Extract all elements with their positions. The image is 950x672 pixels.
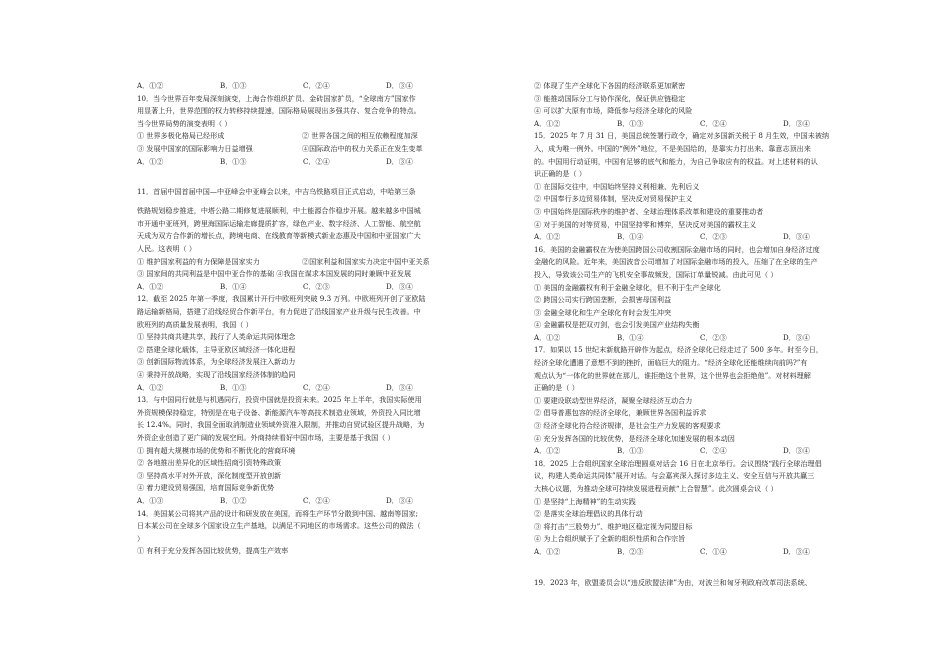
text-line: 10．当今世界百年变局深刻演变，上海合作组织扩员、金砖国家扩员，“全球南方”国家作 [137,93,416,103]
text-line: ④ 秉持开放战略，实现了沿线国家经济体制的趋同 [137,369,296,379]
answer-choice: C．②④ [303,382,330,392]
text-line: ③ 国家间的共同利益是中国中亚合作的基础 ④我国在谋求本国发展的同时兼顾中亚发展 [137,269,412,279]
answer-choices [534,231,864,244]
text-line: 投入，导致该公司生产的飞机安全事故频发，国际订单量锐减。由此可见（ ） [534,269,778,279]
text-line: 16．美国的金融霸权在为使美国跨国公司收割国际金融市场的同时，也会增加自身经济过度 [534,244,820,254]
text-line: 经济全球化遭遇了意想不到的挫折，面临巨大的阻力。“经济全球化还能维续向前吗?”有 [534,358,808,368]
text-line: 当今世界局势的演变表明（ ） [137,118,232,128]
text-line: 人民。这表明（ ） [137,244,197,254]
answer-choice: B．①③ [220,81,247,90]
text-line: ③ 金融全球化和生产全球化有时会发生冲突 [534,307,672,317]
text-line: 日本某公司在全球多个国家设立生产基地，以满足不同地区的市场需求。这些公司的做法（ [137,521,421,531]
text-line: ④ 充分发挥各国的比较优势，是经济全球化加速发展的根本动因 [534,433,735,443]
answer-choice: D．③④ [783,232,810,242]
answer-choices [137,80,467,93]
text-line: 天成为双方合作新的增长点，跨境电商、在线教育等新模式新业态惠及中国和中亚国家广大 [137,231,421,241]
answer-choices [137,281,467,294]
answer-choice: C．②③ [303,281,330,291]
answer-choice: A．①② [137,281,164,291]
text-line: ① 美国的金融霸权有利于金融全球化，但不利于生产全球化 [534,282,721,292]
text-line: 路运输新格局，搭建了沿线经贸合作新平台，有力促进了沿线国家产业升级与民生改善。中 [137,307,421,316]
text-line: ③ 经济全球化符合经济规律，是社会生产力发展的客观要求 [534,421,721,431]
answer-choice: A．①② [534,118,561,128]
answer-choice: C．②③ [700,332,727,342]
answer-choice: C．②③ [700,232,727,242]
text-line: ④ 可以扩大原有市场，降低参与经济全球化的风险 [534,106,693,116]
answer-choice: B．①③ [617,118,644,128]
text-line: ） [137,533,145,543]
text-line: 大核心议题，为推动全球可持续发展进程贡献“上合智慧”。此次圆桌会议（ ） [534,484,778,493]
spacer [137,168,467,186]
text-line: ③ 创新国际物流体系，为全球经济发展注入新动力 [137,357,296,367]
text-line: 入，成为唯一例外。中国的“例外”地位，不是美国给的，是靠实力打出来、靠意志顶出来 [534,143,811,153]
text-line: 11．首届中国首届中国—中亚峰会中亚峰会以来，中吉乌铁路项目正式启动，中哈第三条 [137,187,416,197]
answer-choice: A．①② [534,546,561,556]
text-line: 用显著上升，世界范围的权力转移持续提速，国际格局展现出多强共存、复合竞争的特点。 [137,106,421,116]
answer-choice: D．③④ [386,156,413,166]
text-line: ③ 将打击“三股势力”、维护地区稳定视为同盟目标 [534,521,693,531]
text-line: 15．2025 年 7 月 31 日，美国总统签署行政令，确定对多国新关税于 8 月生效，中国未被纳 [534,131,830,141]
text-line: ① 在国际交往中，中国始终坚持义利相兼、先利后义 [534,181,700,191]
text-line: 17．如果以 15 世纪末新航路开辟作为起点，经济全球化已经走过了 500 多年。时至今日， [534,345,823,355]
answer-choice: D．③④ [386,495,413,505]
answer-choice: B．②③ [617,546,644,556]
text-line: 长 12.4%。同时，我国全面取消制造业领域外资准入限制，并推动自贸试验区提升战略，为 [137,420,425,430]
answer-choice: C．①④ [700,546,727,556]
option-item: ④国际政治中的权力关系正在发生变革 [302,143,423,153]
answer-choice: D．③④ [386,81,413,90]
text-line: ② 跨国公司实行跨国垄断，会损害母国利益 [534,295,672,305]
answer-choice: B．①④ [617,232,644,242]
text-line: 正确的是（ ） [534,383,579,393]
text-line: 的。中国用行动证明，中国有足够的底气和能力，为自己争取应有的权益。对上述材料的认 [534,156,818,166]
answer-choice: A．①② [137,382,164,392]
text-line: ① 是坚持“上海精神”的生动实践 [534,496,636,506]
answer-choice: A．①② [137,81,164,90]
text-line: 外资规模保持稳定，特别是在电子设备、新能源汽车等高技术制造业领域，外资投入同比增 [137,407,421,417]
text-line: ② 搭建全球化载体，主导亚欧区域经济一体化进程 [137,344,296,354]
answer-choice: A．①③ [137,495,164,505]
text-line: ① 有利于充分发挥各国比较优势，提高生产效率 [137,546,289,556]
option-item: ① 世界多极化格局已经形成 [137,131,225,141]
answer-choices [137,156,467,169]
answer-choice: C．②④ [700,118,727,128]
option-item: ① 维护国家利益的有力保障是国家实力 [137,256,260,266]
answer-choice: B．①② [220,495,247,505]
answer-choice: D．③④ [783,118,810,128]
text-line: 19．2023 年，欧盟委员会以“违反欧盟法律”为由，对波兰和匈牙利政府改革司法系统、 [534,577,812,587]
answer-choices [534,546,864,559]
text-line: 13．与中国同行就是与机遇同行，投资中国就是投资未来。2025 年上半年，我国实际使用 [137,395,422,405]
text-line: ② 中国奉行多边贸易体制，坚决反对贸易保护主义 [534,194,693,204]
answer-choice: A．①② [534,332,561,342]
option-pair [137,256,467,269]
text-line: 18．2025 上合组织国家全球治理圆桌对话会 16 日在北京举行。会议围绕“践行全球治理倡 [534,458,822,468]
text-line: ④ 为上合组织赋予了全新的组织性质和合作宗旨 [534,534,686,544]
text-line: 市开通中亚班列，跨里海国际运输走廊提质扩容，绿色产业、数字经济、人工智能、航空航 [137,218,421,228]
text-line: ② 体现了生产全球化下各国的经济联系更加紧密 [534,81,686,90]
option-item: ② 世界各国之间的相互依赖程度加深 [302,131,418,141]
text-line: ③ 坚持高水平对外开放，深化制度型开放创新 [137,470,282,480]
spacer [534,559,864,577]
text-line: ① 要建设联动型世界经济，凝聚全球经济互动合力 [534,395,693,405]
answer-choice: B．①③ [617,446,644,456]
text-line: ① 坚持共商共建共享，践行了人类命运共同体理念 [137,332,296,342]
answer-choice: B．①④ [220,281,247,291]
answer-choice: D．③④ [783,446,810,456]
text-line: 议，构建人类命运共同体”展开对话。与会嘉宾深入探讨多边主义、安全互信与开放共赢三 [534,471,815,481]
answer-choice: C．②④ [303,495,330,505]
text-line: 欧班列的高质量发展表明，我国（ ） [137,319,253,329]
right-column [534,80,864,589]
answer-choice: B．①③ [220,156,247,166]
text-line: 12．截至 2025 年第一季度，我国累计开行中欧班列突破 9.3 万列。中欧班列开创了亚欧陆 [137,294,426,304]
answer-choice: D．③④ [386,382,413,392]
text-line: ③ 中国始终是国际秩序的维护者、全球治理体系改革和建设的重要推动者 [534,206,764,216]
answer-choice: C．②④ [303,156,330,166]
option-pair [137,130,467,143]
text-line: ② 各地推出差异化的区域性招商引资特殊政策 [137,458,282,468]
left-column [137,80,467,558]
text-line: 外资企业创造了更广阔的发展空间。外商持续看好中国市场，主要是基于我国（ ） [137,432,395,442]
answer-choice: B．①③ [220,382,247,392]
option-item: ③ 发展中国家的国际影响力日益增强 [137,143,253,153]
answer-choice: D．③④ [783,546,810,556]
answer-choice: C．②④ [303,81,330,90]
text-line: ② 倡导普惠包容的经济全球化，兼顾世界各国利益诉求 [534,408,707,418]
text-line: ④ 对于美国的对等贸易，中国坚持零和博弈，坚决反对美国的霸权主义 [534,219,757,229]
answer-choice: A．①② [534,232,561,242]
option-item: ②国家利益和国家实力决定中国中亚关系 [302,256,430,266]
text-line: 观点认为“一体化的世界就在那儿，谁拒绝这个世界，这个世界也会拒绝他”。对材料理解 [534,370,811,380]
answer-choices [137,495,467,508]
text-line: 铁路规划稳步推进，中塔公路二期修复进展顺利，中土能源合作稳步开展。越来越多中国城 [137,206,421,216]
answer-choice: D．③④ [386,281,413,291]
text-line: ④ 金融霸权是把双刃剑，也会引发美国产业结构失衡 [534,320,700,330]
answer-choice: A．①② [534,446,561,456]
text-line: 识正确的是（ ） [534,169,586,179]
text-line: 金融化的风险。近年来，美国波音公司增加了对国际金融市场的投入，压缩了在全球的生产 [534,257,818,267]
answer-choices [534,445,864,458]
answer-choice: D．③④ [783,332,810,342]
answer-choice: B．①④ [617,332,644,342]
answer-choice: C．②④ [700,446,727,456]
text-line: 14．美国某公司将其产品的设计和研发放在美国，而将生产环节分散到中国、越南等国家; [137,508,418,518]
text-line: ③ 能推动国际分工与协作深化，保证供应链稳定 [534,93,686,103]
answer-choice: A．①② [137,156,164,166]
answer-choices [534,118,864,131]
option-pair [137,143,467,156]
text-line: ④ 着力建设贸易强国，培育国际竞争新优势 [137,483,275,493]
text-line: ② 是落实全球治理倡议的具体行动 [534,509,643,519]
text-line: ① 拥有超大规模市场的优势和不断优化的营商环境 [137,445,296,455]
answer-choices [137,382,467,395]
answer-choices [534,332,864,345]
